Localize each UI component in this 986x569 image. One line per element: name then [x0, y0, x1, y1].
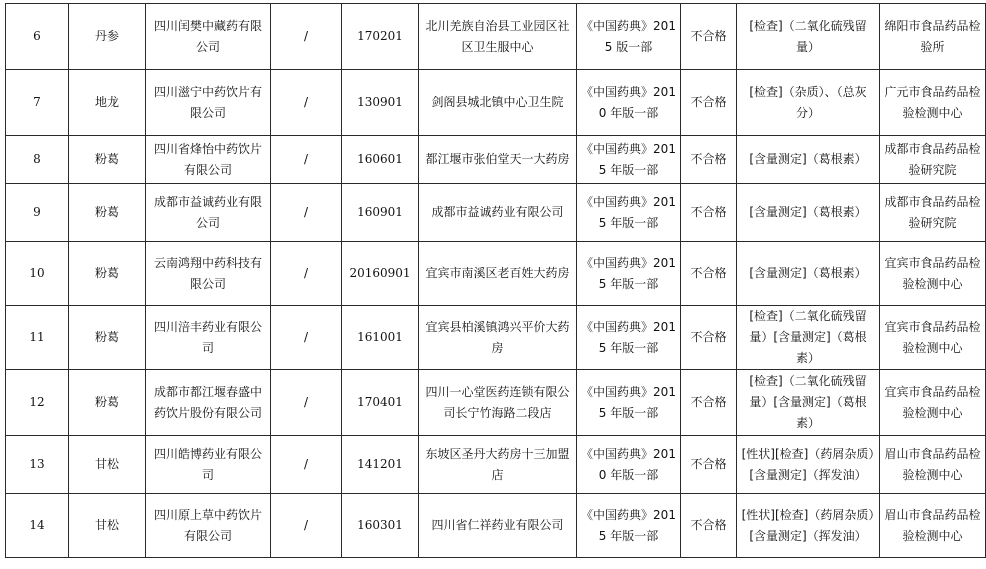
- product-name-cell: 粉葛: [69, 184, 146, 242]
- sampled-unit-cell: 北川羌族自治县工业园区社区卫生服中心: [419, 4, 577, 70]
- inspection-result-cell: 不合格: [681, 370, 737, 436]
- sampled-unit-cell: 宜宾市南溪区老百姓大药房: [419, 242, 577, 306]
- failed-items-cell: [检查]（杂质）、（总灰分）: [737, 70, 880, 136]
- inspection-standard-cell: 《中国药典》2015 年版一部: [577, 184, 681, 242]
- specification-cell: /: [271, 136, 342, 184]
- manufacturer-cell: 四川闰樊中藏药有限公司: [146, 4, 271, 70]
- table-row: [6, 436, 986, 494]
- batch-number-cell: 160601: [342, 136, 419, 184]
- batch-number-cell: 160901: [342, 184, 419, 242]
- inspection-result-cell: 不合格: [681, 494, 737, 558]
- row-number-cell: 10: [6, 242, 69, 306]
- inspection-standard-cell: 《中国药典》2015 年版一部: [577, 306, 681, 370]
- inspection-result-cell: 不合格: [681, 436, 737, 494]
- inspection-standard-cell: 《中国药典》2015 年版一部: [577, 136, 681, 184]
- row-number-cell: 6: [6, 4, 69, 70]
- row-number-cell: 8: [6, 136, 69, 184]
- batch-number-cell: 20160901: [342, 242, 419, 306]
- product-name-cell: 甘松: [69, 436, 146, 494]
- inspection-standard-cell: 《中国药典》2010 年版一部: [577, 436, 681, 494]
- testing-agency-cell: 宜宾市食品药品检验检测中心: [880, 242, 986, 306]
- table-row: [6, 70, 986, 136]
- specification-cell: /: [271, 4, 342, 70]
- failed-items-cell: [检查]（二氧化硫残留量）[含量测定]（葛根素）: [737, 306, 880, 370]
- specification-cell: /: [271, 494, 342, 558]
- table-row: [6, 136, 986, 184]
- testing-agency-cell: 成都市食品药品检验研究院: [880, 136, 986, 184]
- inspection-standard-cell: 《中国药典》2010 年版一部: [577, 70, 681, 136]
- sampled-unit-cell: 成都市益诚药业有限公司: [419, 184, 577, 242]
- sampled-unit-cell: 剑阁县城北镇中心卫生院: [419, 70, 577, 136]
- batch-number-cell: 141201: [342, 436, 419, 494]
- failed-items-cell: [性状][检查]（药屑杂质）[含量测定]（挥发油）: [737, 494, 880, 558]
- manufacturer-cell: 成都市都江堰春盛中药饮片股份有限公司: [146, 370, 271, 436]
- sampled-unit-cell: 宜宾县柏溪镇鸿兴平价大药房: [419, 306, 577, 370]
- sampled-unit-cell: 东坡区圣丹大药房十三加盟店: [419, 436, 577, 494]
- specification-cell: /: [271, 370, 342, 436]
- row-number-cell: 13: [6, 436, 69, 494]
- table-row: [6, 494, 986, 558]
- manufacturer-cell: 四川原上草中药饮片有限公司: [146, 494, 271, 558]
- row-number-cell: 12: [6, 370, 69, 436]
- inspection-results-table: [5, 3, 986, 558]
- batch-number-cell: 170201: [342, 4, 419, 70]
- manufacturer-cell: 成都市益诚药业有限公司: [146, 184, 271, 242]
- testing-agency-cell: 眉山市食品药品检验检测中心: [880, 494, 986, 558]
- specification-cell: /: [271, 436, 342, 494]
- manufacturer-cell: 四川滋宁中药饮片有限公司: [146, 70, 271, 136]
- specification-cell: /: [271, 70, 342, 136]
- product-name-cell: 粉葛: [69, 306, 146, 370]
- product-name-cell: 粉葛: [69, 136, 146, 184]
- row-number-cell: 9: [6, 184, 69, 242]
- batch-number-cell: 170401: [342, 370, 419, 436]
- manufacturer-cell: 四川涪丰药业有限公司: [146, 306, 271, 370]
- row-number-cell: 7: [6, 70, 69, 136]
- failed-items-cell: [检查]（二氧化硫残留量）[含量测定]（葛根素）: [737, 370, 880, 436]
- manufacturer-cell: 四川皓博药业有限公司: [146, 436, 271, 494]
- table-body: [6, 4, 986, 558]
- manufacturer-cell: 四川省烽怡中药饮片有限公司: [146, 136, 271, 184]
- sampled-unit-cell: 四川一心堂医药连锁有限公司长宁竹海路二段店: [419, 370, 577, 436]
- batch-number-cell: 160301: [342, 494, 419, 558]
- inspection-result-cell: 不合格: [681, 136, 737, 184]
- inspection-standard-cell: 《中国药典》2015 版一部: [577, 4, 681, 70]
- sampled-unit-cell: 四川省仁祥药业有限公司: [419, 494, 577, 558]
- inspection-result-cell: 不合格: [681, 306, 737, 370]
- product-name-cell: 粉葛: [69, 370, 146, 436]
- testing-agency-cell: 宜宾市食品药品检验检测中心: [880, 370, 986, 436]
- inspection-result-cell: 不合格: [681, 184, 737, 242]
- table-row: [6, 242, 986, 306]
- testing-agency-cell: 宜宾市食品药品检验检测中心: [880, 306, 986, 370]
- failed-items-cell: [检查]（二氧化硫残留量）: [737, 4, 880, 70]
- failed-items-cell: [含量测定]（葛根素）: [737, 136, 880, 184]
- testing-agency-cell: 成都市食品药品检验研究院: [880, 184, 986, 242]
- row-number-cell: 11: [6, 306, 69, 370]
- failed-items-cell: [含量测定]（葛根素）: [737, 184, 880, 242]
- failed-items-cell: [含量测定]（葛根素）: [737, 242, 880, 306]
- table-row: [6, 306, 986, 370]
- product-name-cell: 地龙: [69, 70, 146, 136]
- inspection-standard-cell: 《中国药典》2015 年版一部: [577, 242, 681, 306]
- specification-cell: /: [271, 242, 342, 306]
- table-row: [6, 184, 986, 242]
- row-number-cell: 14: [6, 494, 69, 558]
- table-row: [6, 370, 986, 436]
- testing-agency-cell: 绵阳市食品药品检验所: [880, 4, 986, 70]
- testing-agency-cell: 眉山市食品药品检验检测中心: [880, 436, 986, 494]
- specification-cell: /: [271, 306, 342, 370]
- inspection-result-cell: 不合格: [681, 4, 737, 70]
- inspection-result-cell: 不合格: [681, 70, 737, 136]
- product-name-cell: 甘松: [69, 494, 146, 558]
- failed-items-cell: [性状][检查]（药屑杂质）[含量测定]（挥发油）: [737, 436, 880, 494]
- testing-agency-cell: 广元市食品药品检验检测中心: [880, 70, 986, 136]
- product-name-cell: 丹参: [69, 4, 146, 70]
- inspection-standard-cell: 《中国药典》2015 年版一部: [577, 370, 681, 436]
- sampled-unit-cell: 都江堰市张伯堂天一大药房: [419, 136, 577, 184]
- batch-number-cell: 130901: [342, 70, 419, 136]
- inspection-result-cell: 不合格: [681, 242, 737, 306]
- specification-cell: /: [271, 184, 342, 242]
- product-name-cell: 粉葛: [69, 242, 146, 306]
- inspection-standard-cell: 《中国药典》2015 年版一部: [577, 494, 681, 558]
- batch-number-cell: 161001: [342, 306, 419, 370]
- table-row: [6, 4, 986, 70]
- manufacturer-cell: 云南鸿翔中药科技有限公司: [146, 242, 271, 306]
